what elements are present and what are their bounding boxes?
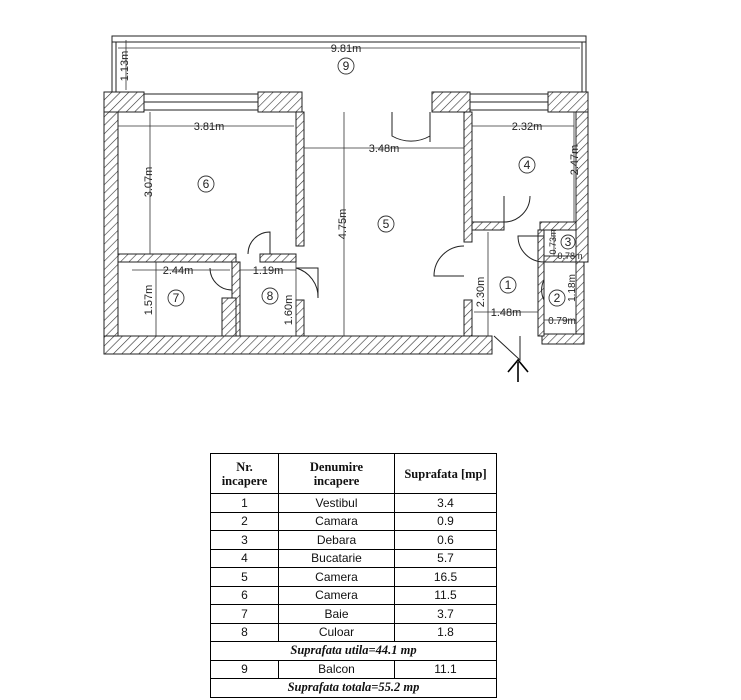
- cell-nr: 9: [211, 660, 279, 679]
- subtotal-total-row: [211, 679, 497, 698]
- table-row: [211, 549, 497, 568]
- dim-label: 2.44m: [162, 265, 194, 277]
- cell-area: 0.9: [395, 512, 497, 531]
- cell-nr: 4: [211, 549, 279, 568]
- cell-area: 3.4: [395, 494, 497, 513]
- dim-label: 1.57m: [143, 284, 155, 316]
- dim-label: 0.78m: [557, 251, 583, 261]
- room-number-4: 4: [523, 158, 531, 172]
- dim-label: 3.48m: [368, 143, 400, 155]
- dim-label: 2.32m: [511, 121, 543, 133]
- subtotal-util-row: [211, 642, 497, 661]
- room-number-5: 5: [382, 217, 390, 231]
- table-row: [211, 660, 497, 679]
- cell-name: Bucatarie: [279, 549, 395, 568]
- room-number-9: 9: [342, 59, 350, 73]
- table-row: [211, 494, 497, 513]
- dim-label: 1.19m: [252, 265, 284, 277]
- dim-label: 3.81m: [193, 121, 225, 133]
- entrance-arrow: [508, 360, 528, 382]
- cell-nr: 5: [211, 568, 279, 587]
- room-number-3: 3: [564, 235, 572, 249]
- cell-nr: 1: [211, 494, 279, 513]
- room-number-1: 1: [504, 278, 512, 292]
- room-number-2: 2: [553, 291, 561, 305]
- dim-label: 0.79m: [548, 316, 576, 327]
- cell-nr: 7: [211, 605, 279, 624]
- header-area: Suprafata [mp]: [395, 454, 497, 494]
- room-number-7: 7: [172, 291, 180, 305]
- dim-label: 1.18m: [567, 274, 578, 302]
- dim-label: 2.47m: [569, 144, 581, 176]
- table-row: [211, 568, 497, 587]
- dim-label: 4.75m: [337, 208, 349, 240]
- cell-name: Camera: [279, 586, 395, 605]
- table-row: [211, 512, 497, 531]
- dim-label: 1.48m: [490, 307, 522, 319]
- subtotal-util: Suprafata utila=44.1 mp: [211, 642, 497, 661]
- cell-area: 0.6: [395, 531, 497, 550]
- cell-name: Camera: [279, 568, 395, 587]
- cell-area: 11.5: [395, 586, 497, 605]
- cell-name: Baie: [279, 605, 395, 624]
- subtotal-total: Suprafata totala=55.2 mp: [211, 679, 497, 698]
- cell-name: Debara: [279, 531, 395, 550]
- cell-nr: 3: [211, 531, 279, 550]
- dim-label: 9.81m: [330, 43, 362, 55]
- cell-name: Camara: [279, 512, 395, 531]
- room-number-6: 6: [202, 177, 210, 191]
- cell-name: Vestibul: [279, 494, 395, 513]
- table-row: [211, 531, 497, 550]
- dim-label: 1.60m: [283, 294, 295, 326]
- header-name: Denumire incapere: [279, 454, 395, 494]
- cell-area: 16.5: [395, 568, 497, 587]
- cell-area: 3.7: [395, 605, 497, 624]
- cell-name: Culoar: [279, 623, 395, 642]
- table-row: [211, 605, 497, 624]
- dimension-labels: [119, 43, 583, 327]
- cell-area: 1.8: [395, 623, 497, 642]
- dim-label: 0.73m: [548, 229, 558, 255]
- header-nr: Nr. incapere: [211, 454, 279, 494]
- table-row: [211, 586, 497, 605]
- cell-area: 11.1: [395, 660, 497, 679]
- windows: [144, 94, 548, 110]
- table-row: [211, 623, 497, 642]
- cell-nr: 2: [211, 512, 279, 531]
- cell-nr: 8: [211, 623, 279, 642]
- dim-label: 2.30m: [475, 276, 487, 308]
- room-number-8: 8: [266, 289, 274, 303]
- cell-area: 5.7: [395, 549, 497, 568]
- room-area-table: [210, 453, 497, 698]
- cell-name: Balcon: [279, 660, 395, 679]
- dim-label: 3.07m: [143, 166, 155, 198]
- dim-label: 1.13m: [119, 50, 131, 82]
- table-header-row: [211, 454, 497, 494]
- cell-nr: 6: [211, 586, 279, 605]
